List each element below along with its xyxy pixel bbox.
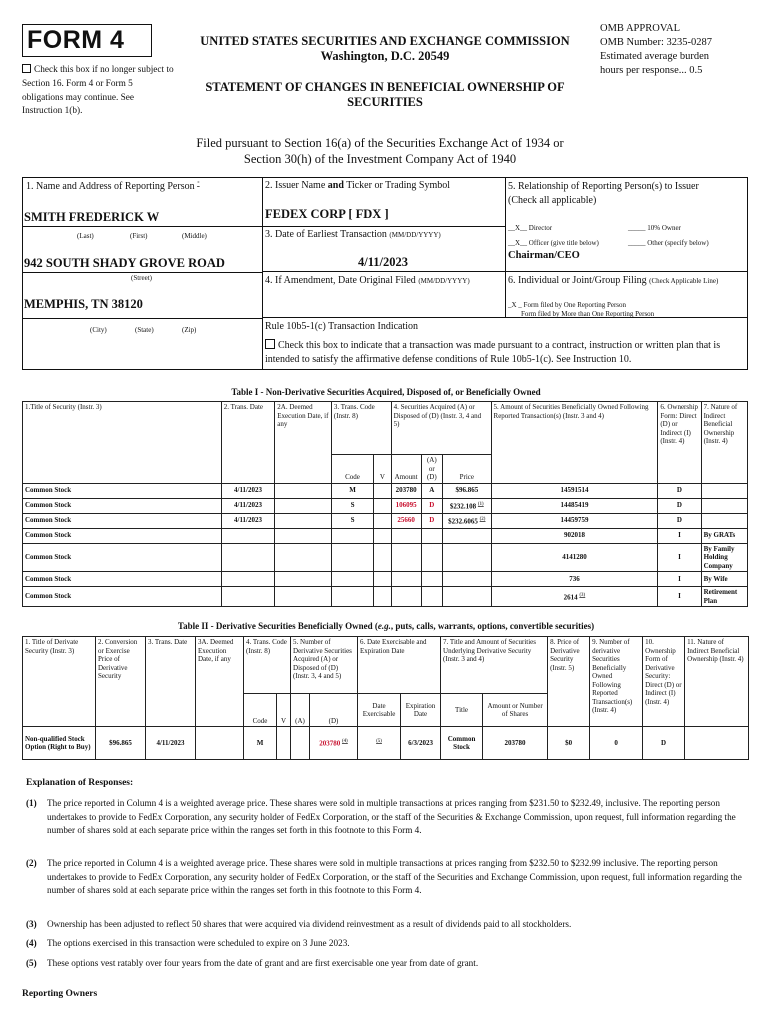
t2-dprice: $0 — [548, 727, 590, 760]
last-label: (Last) — [77, 232, 94, 240]
t1-code-value: S — [350, 501, 355, 510]
grid-col1-rule — [262, 177, 263, 369]
t1-owned-value: 4141280 — [562, 553, 587, 561]
t1-nature — [701, 587, 747, 607]
footnote-item — [26, 857, 748, 898]
t1-v — [374, 543, 392, 572]
filed-line-1: Filed pursuant to Section 16(a) of the Securities Exchange Act of 1934 or — [196, 136, 564, 150]
t1-amount-value: 25660 — [397, 516, 415, 525]
t1-sub-amount: Amount — [391, 455, 421, 484]
city-label: (City) — [90, 326, 107, 334]
filed-pursuant — [100, 136, 660, 167]
t2-h-date: 3. Trans. Date — [146, 637, 196, 727]
t1-ad — [421, 513, 443, 528]
t2-under-title: Common Stock — [441, 727, 483, 760]
t1-h-acquired: 4. Securities Acquired (A) or Disposed of (D) (Instr. 3, 4 and 5) — [391, 402, 491, 455]
t1-h-nature: 7. Nature of Indirect Beneficial Ownership (Instr. 4) — [701, 402, 747, 484]
t2-sub-amount: Amount or Number of Shares — [483, 694, 548, 727]
t1-nature — [701, 498, 747, 513]
relationship-other: _____ Other (specify below) — [628, 239, 709, 247]
t2-h-title: 1. Title of Derivate Security (Instr. 3) — [23, 637, 96, 727]
t1-form-value: D — [676, 516, 682, 525]
t1-price — [443, 483, 491, 498]
t1-amount — [391, 587, 421, 607]
footnote-number: (2) — [26, 858, 37, 868]
box2-label-c: Ticker or Trading Symbol — [343, 180, 451, 191]
t1-h-code: 3. Trans. Code (Instr. 8) — [331, 402, 391, 455]
t1-owned-value: 2614 — [563, 592, 578, 601]
t2-h-form: 10. Ownership Form of Derivative Security: Direct (D) or Indirect (I) (Instr. 4) — [643, 637, 685, 727]
t1-v — [374, 513, 392, 528]
t1-amount-value: 203780 — [395, 486, 417, 495]
t2-a — [291, 727, 310, 760]
t1-deemed — [275, 572, 332, 587]
t2-h-code: 4. Trans. Code (Instr. 8) — [244, 637, 291, 694]
t2-exp: 6/3/2023 — [401, 727, 441, 760]
t1-price — [443, 528, 491, 543]
t2-title: Non-qualified Stock Option (Right to Buy) — [23, 727, 96, 760]
t1-owned-value: 736 — [569, 574, 580, 583]
table2-title-b: e.g. — [377, 621, 391, 631]
street-label: (Street) — [131, 274, 152, 282]
t1-h-date: 2. Trans. Date — [221, 402, 275, 484]
first-label: (First) — [130, 232, 148, 240]
t1-nature — [701, 513, 747, 528]
table2-title-a: Table II - Derivative Securities Beneficially Owned ( — [177, 621, 378, 631]
table1-header-row — [23, 402, 748, 455]
reporting-owners-heading: Reporting Owners — [22, 989, 98, 999]
city-state-zip: MEMPHIS, TN 38120 — [24, 297, 143, 311]
t1-code-value: M — [349, 486, 356, 495]
t1-owned — [491, 528, 658, 543]
t1-date — [221, 483, 275, 498]
footnote-text: Ownership has been adjusted to reflect 50 shares that were acquired via dividend reinvestment as a result of dividends paid to all stockholders. — [47, 919, 572, 929]
t2-h-conversion: 2. Conversion or Exercise Price of Derivative Security — [96, 637, 146, 727]
footnote-item — [26, 918, 748, 932]
footnote-item — [26, 937, 748, 951]
t1-h-form: 6. Ownership Form: Direct (D) or Indirect (I) (Instr. 4) — [658, 402, 701, 484]
t1-price — [443, 587, 491, 607]
t1-amount — [391, 513, 421, 528]
t2-date: 4/11/2023 — [146, 727, 196, 760]
table1-body — [23, 483, 748, 607]
t1-title-value: Common Stock — [25, 553, 72, 561]
t1-ad — [421, 498, 443, 513]
t1-owned-value: 14485419 — [560, 501, 589, 510]
t1-nature-value: By Family Holding Company — [703, 544, 735, 570]
t1-price-value: $232.108 — [449, 501, 477, 510]
t2-owned: 0 — [590, 727, 643, 760]
t1-form-value: I — [678, 574, 681, 583]
t2-exer-cell — [358, 727, 401, 760]
box1-label-text: 1. Name and Address of Reporting Person — [26, 181, 195, 192]
omb-burden-1: Estimated average burden — [600, 51, 710, 62]
t1-nature — [701, 483, 747, 498]
table2-title — [22, 621, 750, 631]
t2-sub-v: V — [277, 694, 291, 727]
officer-title: Chairman/CEO — [508, 250, 580, 261]
t2-h-owned: 9. Number of derivative Securities Beneficially Owned Following Reported Transaction(s) (Instr. 4) — [590, 637, 643, 727]
filed-line-2: Section 30(h) of the Investment Company Act of 1940 — [243, 151, 517, 166]
t1-owned-value: 14459759 — [560, 516, 589, 525]
zip-label: (Zip) — [182, 326, 197, 334]
box1-label — [26, 181, 200, 192]
issuer-name: FEDEX CORP [ FDX ] — [265, 207, 389, 221]
t1-code — [331, 543, 373, 572]
box3-label-text: 3. Date of Earliest Transaction — [265, 229, 387, 240]
t1-deemed — [275, 483, 332, 498]
t2-d-footnote[interactable]: (4) — [341, 739, 348, 745]
earliest-transaction-date: 4/11/2023 — [358, 255, 409, 269]
t1-v — [374, 528, 392, 543]
t1-title-value: Common Stock — [25, 531, 72, 540]
footnote-number: (1) — [26, 798, 37, 808]
t1-deemed — [275, 513, 332, 528]
box5-label — [508, 180, 699, 208]
rule-city-line — [22, 318, 262, 319]
t1-date — [221, 572, 275, 587]
t1-amount — [391, 572, 421, 587]
statement-line-1: STATEMENT OF CHANGES IN BENEFICIAL OWNERSHIP OF — [205, 80, 565, 94]
omb-approval — [600, 22, 765, 78]
t1-title — [23, 483, 222, 498]
t2-sub-title: Title — [441, 694, 483, 727]
agency-heading — [180, 34, 590, 64]
t2-sub-expiration: Expiration Date — [401, 694, 441, 727]
t1-nature — [701, 528, 747, 543]
t1-form-value: D — [676, 486, 682, 495]
t1-nature-value: By GRATs — [703, 531, 736, 540]
t1-price — [443, 513, 491, 528]
t1-title — [23, 528, 222, 543]
table1-row — [23, 572, 748, 587]
rule-box4-bottom — [262, 317, 748, 318]
box5-label-1: 5. Relationship of Reporting Person(s) to Issuer — [508, 181, 699, 192]
relationship-director: __X__ Director — [508, 224, 553, 232]
box3-format: (MM/DD/YYYY) — [389, 231, 441, 239]
t1-form — [658, 513, 701, 528]
box4-format: (MM/DD/YYYY) — [418, 277, 470, 285]
t1-sub-code: Code — [331, 455, 373, 484]
t1-title-value: Common Stock — [25, 501, 72, 510]
box2-label-b: and — [327, 180, 344, 191]
t1-code — [331, 528, 373, 543]
table1-row — [23, 498, 748, 513]
t2-under-amount: 203780 — [483, 727, 548, 760]
t1-title — [23, 513, 222, 528]
rule-10b5-text: Check this box to indicate that a transaction was made pursuant to a contract, instruction or written plan that is intended to satisfy the affirmative defense conditions of Rule 10b5-1(c). See Instruction 10. — [265, 340, 721, 365]
t1-title — [23, 543, 222, 572]
footnote-number: (4) — [26, 938, 37, 948]
footnote-number: (5) — [26, 958, 37, 968]
t1-owned — [491, 483, 658, 498]
t1-form — [658, 483, 701, 498]
grid-bottom-rule — [22, 369, 748, 370]
agency-name: UNITED STATES SECURITIES AND EXCHANGE COMMISSION — [200, 34, 570, 48]
t1-code — [331, 483, 373, 498]
t1-title — [23, 587, 222, 607]
box3-label — [265, 229, 441, 240]
t1-ad — [421, 528, 443, 543]
t1-owned — [491, 543, 658, 572]
table1-row — [23, 587, 748, 607]
t2-h-underlying: 7. Title and Amount of Securities Underlying Derivative Security (Instr. 3 and 4) — [441, 637, 548, 694]
t2-sub-code: Code — [244, 694, 277, 727]
t1-v — [374, 483, 392, 498]
table2-title-c: , puts, calls, warrants, options, convertible securities) — [390, 621, 595, 631]
grid-left-rule — [22, 177, 23, 369]
table1-row — [23, 528, 748, 543]
omb-number: OMB Number: 3235-0287 — [600, 37, 712, 48]
filing-more-persons: Form filed by More than One Reporting Person — [521, 310, 655, 318]
street-address: 942 SOUTH SHADY GROVE ROAD — [24, 256, 225, 270]
middle-label: (Middle) — [182, 232, 207, 240]
t2-v — [277, 727, 291, 760]
table1-row — [23, 513, 748, 528]
t1-price — [443, 572, 491, 587]
t1-owned — [491, 513, 658, 528]
t1-title-value: Common Stock — [25, 486, 72, 495]
omb-burden-2: hours per response... 0.5 — [600, 65, 703, 76]
t2-h-number: 5. Number of Derivative Securities Acquired (A) or Disposed of (D) (Instr. 3, 4 and 5) — [291, 637, 358, 694]
rule-10b5-title: Rule 10b5-1(c) Transaction Indication — [265, 321, 419, 332]
box6-label — [508, 275, 718, 286]
t1-code — [331, 513, 373, 528]
t1-code — [331, 587, 373, 607]
t1-title-value: Common Stock — [25, 574, 72, 583]
table2-header-row — [23, 637, 749, 694]
section16-check — [22, 64, 174, 119]
rule-box3-bottom — [262, 271, 748, 272]
t1-price — [443, 543, 491, 572]
box2-label — [265, 180, 450, 191]
t1-form — [658, 543, 701, 572]
t1-form-value: I — [678, 553, 681, 561]
t1-date — [221, 498, 275, 513]
box6-hint: (Check Applicable Line) — [649, 277, 719, 285]
t1-owned — [491, 572, 658, 587]
t1-h-title: 1.Title of Security (Instr. 3) — [23, 402, 222, 484]
t2-nature — [685, 727, 749, 760]
t2-sub-a: (A) — [291, 694, 310, 727]
t1-form — [658, 528, 701, 543]
t1-deemed — [275, 498, 332, 513]
box4-label-text: 4. If Amendment, Date Original Filed — [265, 275, 416, 286]
grid-col2-rule — [505, 177, 506, 317]
t1-v — [374, 572, 392, 587]
t1-form-value: D — [676, 501, 682, 510]
t1-form — [658, 587, 701, 607]
t2-exer-footnote[interactable]: (5) — [376, 739, 382, 745]
grid-top-rule — [22, 177, 748, 178]
footnote-text: The price reported in Column 4 is a weighted average price. These shares were sold in multiple transactions at prices ranging from $232.50 to $232.99 inclusive. The reporting person undertakes to provide to FedEx Corporation, any security holder of FedEx Corporation, or the staff of the Securities and Exchange Commission, upon request, full information regarding the number of shares sold at each separate price within the ranges set forth in this footnote to this Form 4. — [47, 858, 742, 895]
t2-deemed — [196, 727, 244, 760]
t1-title — [23, 572, 222, 587]
rule-10b5-checkbox[interactable] — [265, 339, 275, 349]
table2 — [22, 636, 749, 760]
t1-owned — [491, 587, 658, 607]
t1-amount — [391, 528, 421, 543]
footnote-number: (3) — [26, 919, 37, 929]
t1-ad-value: A — [429, 486, 435, 495]
grid-right-rule — [747, 177, 748, 369]
t1-amount — [391, 543, 421, 572]
t1-nature — [701, 543, 747, 572]
t1-price — [443, 498, 491, 513]
t2-h-price: 8. Price of Derivative Security (Instr. 5) — [548, 637, 590, 727]
rule-box2-bottom — [262, 226, 505, 227]
footnote-item — [26, 957, 748, 971]
t1-code — [331, 498, 373, 513]
t1-form-value: I — [678, 592, 681, 601]
t1-ad — [421, 543, 443, 572]
t2-h-exercisable: 6. Date Exercisable and Expiration Date — [358, 637, 441, 694]
t1-code — [331, 572, 373, 587]
form-title: FORM 4 — [22, 24, 152, 57]
t1-date — [221, 543, 275, 572]
rule-name-line — [22, 226, 262, 227]
statement-line-2: SECURITIES — [347, 95, 423, 109]
t1-ad-value: D — [429, 516, 435, 525]
t1-sub-price: Price — [443, 455, 491, 484]
rule-10b5-check — [265, 339, 743, 366]
relationship-officer: __X__ Officer (give title below) — [508, 239, 599, 247]
t1-nature-value: Retirement Plan — [703, 588, 738, 605]
t1-title — [23, 498, 222, 513]
t2-code: M — [244, 727, 277, 760]
t1-code-value: S — [350, 516, 355, 525]
t1-amount-value: 106095 — [395, 501, 417, 510]
box2-label-a: 2. Issuer Name — [265, 180, 328, 191]
box6-label-text: 6. Individual or Joint/Group Filing — [508, 275, 647, 286]
t1-nature-value: By Wife — [703, 574, 728, 583]
t1-v — [374, 498, 392, 513]
t1-form-value: I — [678, 531, 681, 540]
explanation-title: Explanation of Responses: — [26, 778, 134, 788]
t1-nature — [701, 572, 747, 587]
relationship-10pct-owner: _____ 10% Owner — [628, 224, 681, 232]
table1-row — [23, 543, 748, 572]
t1-sub-ad: (A) or (D) — [421, 455, 443, 484]
t2-h-nature: 11. Nature of Indirect Beneficial Ownership (Instr. 4) — [685, 637, 749, 727]
t1-date-value: 4/11/2023 — [234, 516, 263, 525]
footnote-text: The options exercised in this transaction were scheduled to expire on 3 June 2023. — [47, 938, 350, 948]
state-label: (State) — [135, 326, 154, 334]
t2-d: 203780 — [319, 739, 341, 748]
t1-amount — [391, 483, 421, 498]
t2-price: $96.865 — [96, 727, 146, 760]
t1-date-value: 4/11/2023 — [234, 486, 263, 495]
table1 — [22, 401, 748, 607]
t1-owned-value: 902018 — [563, 531, 585, 540]
t1-ad-value: D — [429, 501, 435, 510]
t1-price-value: $96.865 — [455, 486, 479, 495]
t1-ad — [421, 483, 443, 498]
t1-sub-v: V — [374, 455, 392, 484]
filing-one-person: _X _ Form filed by One Reporting Person — [508, 301, 627, 309]
footnote-text: These options vest ratably over four years from the date of grant and are first exercisable one year from date of grant. — [47, 958, 479, 968]
t1-h-owned: 5. Amount of Securities Beneficially Owned Following Reported Transaction(s) (Instr. 3 and 4) — [491, 402, 658, 484]
t1-form — [658, 572, 701, 587]
table2-row — [23, 727, 749, 760]
section16-checkbox[interactable] — [22, 64, 31, 73]
agency-location: Washington, D.C. 20549 — [320, 49, 450, 63]
t1-ad — [421, 572, 443, 587]
box4-label — [265, 275, 470, 286]
t1-form — [658, 498, 701, 513]
omb-title: OMB APPROVAL — [600, 23, 681, 34]
t2-form: D — [643, 727, 685, 760]
t1-date — [221, 513, 275, 528]
t2-sub-d: (D) — [310, 694, 358, 727]
footnote-ref[interactable]: (1) — [477, 501, 484, 507]
t1-deemed — [275, 587, 332, 607]
t2-d-cell — [310, 727, 358, 760]
t2-h-deemed: 3A. Deemed Execution Date, if any — [196, 637, 244, 727]
table1-title: Table I - Non-Derivative Securities Acquired, Disposed of, or Beneficially Owned — [231, 387, 541, 397]
box5-label-2: (Check all applicable) — [508, 195, 597, 206]
box1-mark[interactable]: * — [197, 181, 200, 187]
reporting-name: SMITH FREDERICK W — [24, 210, 160, 224]
t1-owned — [491, 498, 658, 513]
table1-row — [23, 483, 748, 498]
t2-sub-date-exercisable: Date Exercisable — [358, 694, 401, 727]
t1-deemed — [275, 528, 332, 543]
section16-check-label: Check this box if no longer subject to Section 16. Form 4 or Form 5 obligations may continue. See Instruction 1(b). — [22, 65, 174, 117]
t1-title-value: Common Stock — [25, 592, 72, 601]
t1-date — [221, 528, 275, 543]
t1-deemed — [275, 543, 332, 572]
rule-street-line — [22, 272, 262, 273]
footnote-text: The price reported in Column 4 is a weighted average price. These shares were sold in multiple transactions at prices ranging from $231.50 to $232.49, inclusive. The reporting person undertakes to provide to FedEx Corporation, any security holder of FedEx Corporation, or the staff of the Securities & Exchange Commission, upon request, full information regarding the number of shares sold at each separate price within the ranges set forth in this footnote to this Form 4. — [47, 798, 736, 835]
t1-v — [374, 587, 392, 607]
footnote-item — [26, 797, 748, 838]
t1-owned-value: 14591514 — [560, 486, 589, 495]
t1-h-deemed: 2A. Deemed Execution Date, if any — [275, 402, 332, 484]
t1-amount — [391, 498, 421, 513]
t1-ad — [421, 587, 443, 607]
t1-date-value: 4/11/2023 — [234, 501, 263, 510]
t1-price-value: $232.6065 — [448, 516, 478, 525]
footnote-ref[interactable]: (2) — [479, 516, 486, 522]
statement-heading — [180, 80, 590, 110]
footnote-ref[interactable]: (3) — [579, 592, 586, 598]
t1-date — [221, 587, 275, 607]
t1-title-value: Common Stock — [25, 516, 72, 525]
